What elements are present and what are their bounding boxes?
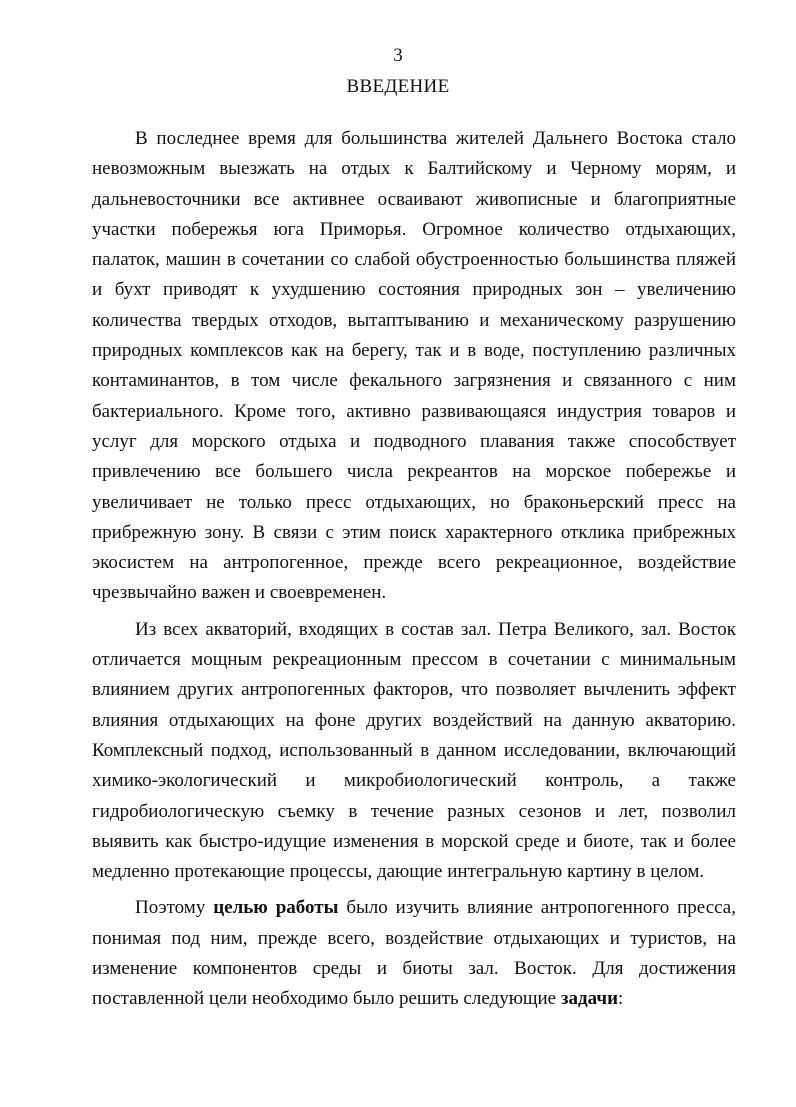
paragraph-3 <box>92 893 736 1014</box>
paragraph-3-end: : <box>618 988 624 1010</box>
section-heading: ВВЕДЕНИЕ <box>346 76 450 97</box>
paragraph-2: Из всех акваторий, входящих в состав зал. Петра Великого, зал. Восток отличается мощным рекреационным прессом в сочетании с минимальным влиянием других антропогенных факторов, что позволяет вычленить эффект влияния отдыхающих на фоне других воздействий на данную акваторию. Комплексный подход, использованный в данном исследовании, включающий химико-экологический и микробиологический контроль, а также гидробиологическую съемку в течение разных сезонов и лет, позволил выявить как быстро-идущие изменения в морской среде и биоте, так и более медленно протекающие процессы, дающие интегральную картину в целом. <box>92 618 736 883</box>
emphasis-goal: целью работы <box>213 897 339 919</box>
emphasis-tasks: задачи <box>560 988 619 1010</box>
paragraph-3-start: Поэтому <box>135 897 214 919</box>
page-number: 3 <box>393 45 403 66</box>
paragraph-1: В последнее время для большинства жителей Дальнего Востока стало невозможным выезжать на отдых к Балтийскому и Черному морям, и дальневосточники все активнее осваивают живописные и благоприятные участки побережья юга Приморья. Огромное количество отдыхающих, палаток, машин в сочетании со слабой обустроенностью большинства пляжей и бухт приводят к ухудшению состояния природных зон – увеличению количества твердых отходов, вытаптыванию и механическому разрушению природных комплексов как на берегу, так и в воде, поступлению различных контаминантов, в том числе фекального загрязнения и связанного с ним бактериального. Кроме того, активно развивающаяся индустрия товаров и услуг для морского отдыха и подводного плавания также способствует привлечению все большего числа рекреантов на морское побережье и увеличивает не только пресс отдыхающих, но браконьерский пресс на прибрежную зону. В связи с этим поиск характерного отклика прибрежных экосистем на антропогенное, прежде всего рекреационное, воздействие чрезвычайно важен и своевременен. <box>92 128 736 604</box>
paragraph-3-middle: было изучить влияние антропогенного пресса, понимая под ним, прежде всего, воздействие отдыхающих и туристов, на изменение компонентов среды и биоты зал. Восток. Для достижения поставленной цели необходимо было решить следующие <box>92 897 736 1010</box>
body-text <box>92 124 736 1015</box>
